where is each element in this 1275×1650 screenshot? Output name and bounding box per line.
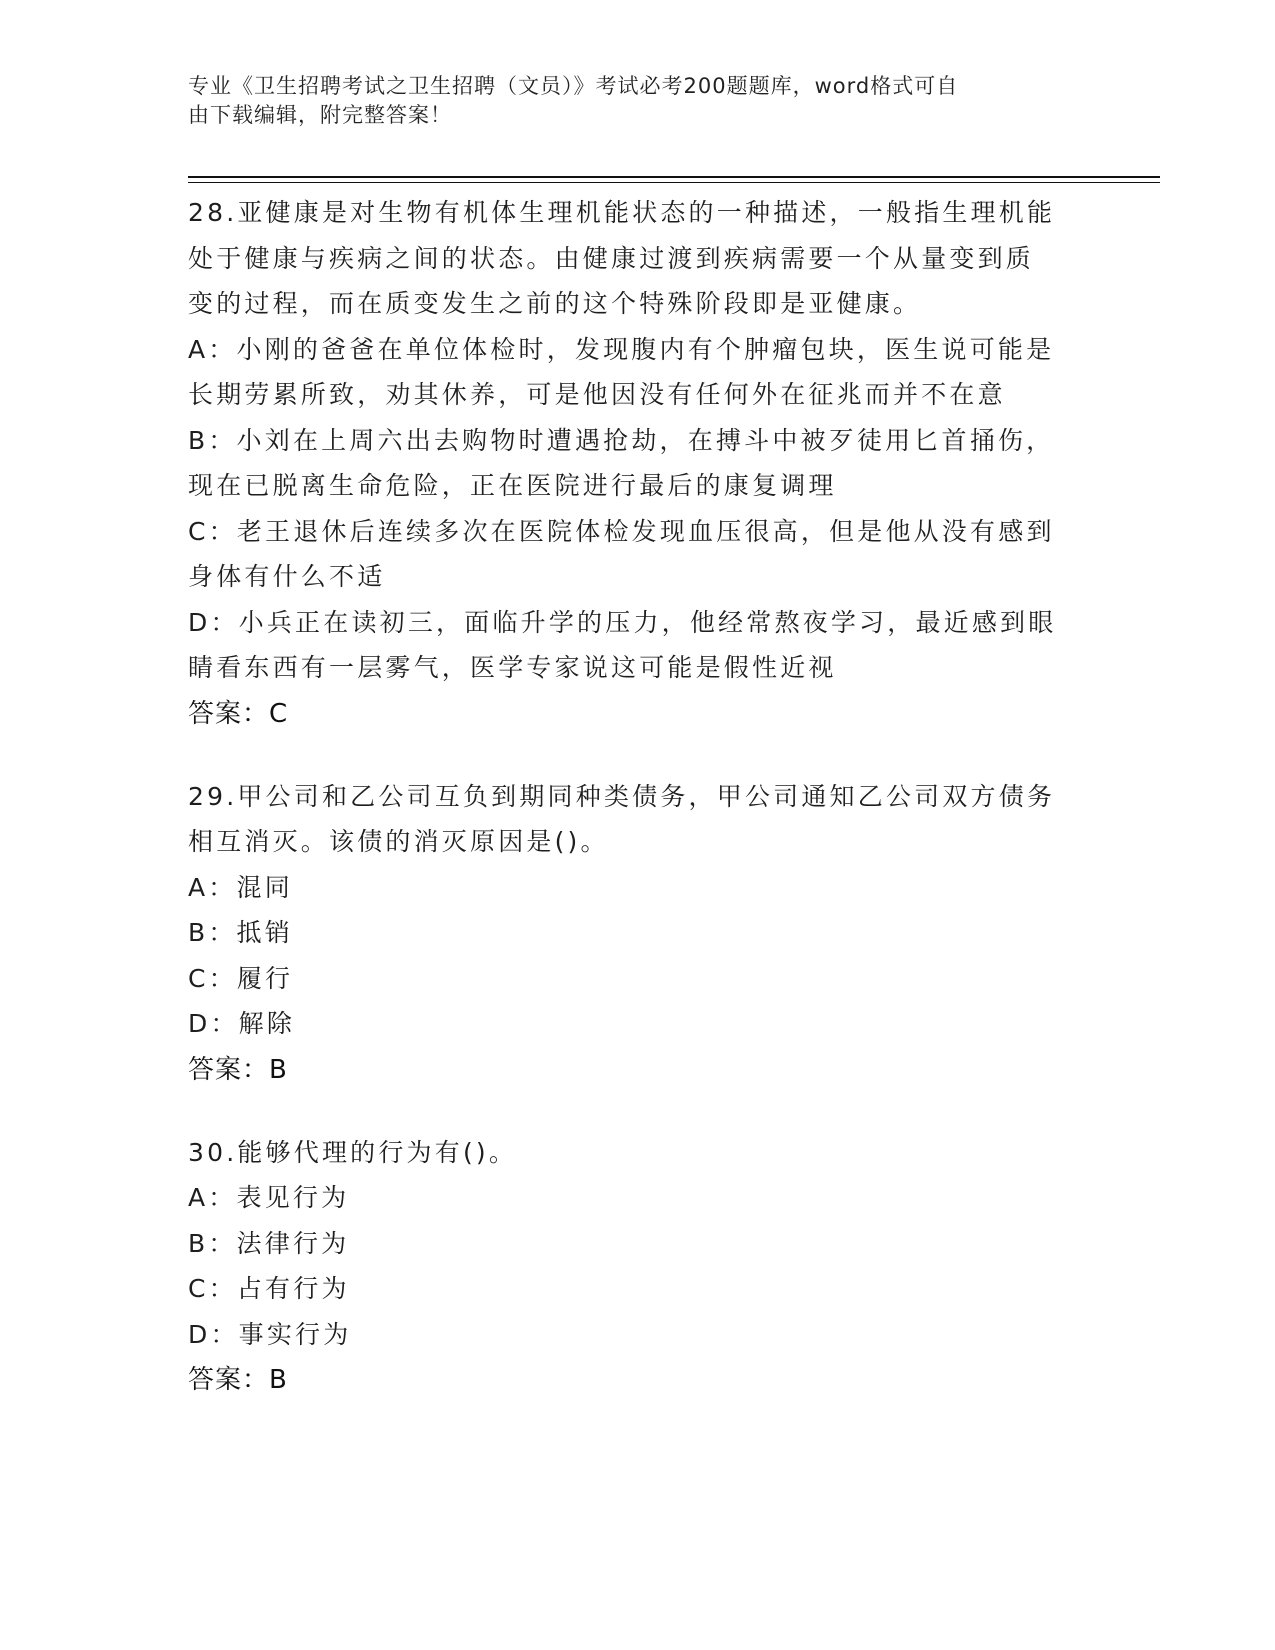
option-a bbox=[188, 327, 1088, 418]
question-list bbox=[188, 190, 1088, 1440]
option-text-line: 长期劳累所致，劝其休养，可是他因没有任何外在征兆而并不在意 bbox=[188, 380, 1006, 409]
option-text-line: D：小兵正在读初三，面临升学的压力，他经常熬夜学习，最近感到眼 bbox=[188, 607, 1057, 637]
question-text-line: 29.甲公司和乙公司互负到期同种类债务，甲公司通知乙公司双方债务 bbox=[188, 781, 1056, 811]
answer-label: 答案：B bbox=[188, 1365, 288, 1395]
option-c: C：履行 bbox=[188, 963, 294, 993]
option-b: B：抵销 bbox=[188, 918, 293, 947]
question-30 bbox=[188, 1130, 1088, 1404]
option-b: B：法律行为 bbox=[188, 1228, 350, 1258]
option-a: A：混同 bbox=[188, 872, 293, 902]
question-28 bbox=[188, 190, 1088, 737]
option-a: A：表见行为 bbox=[188, 1183, 350, 1212]
header-divider-thick bbox=[188, 176, 1160, 178]
header-divider-thin bbox=[188, 182, 1160, 183]
option-text-line: 身体有什么不适 bbox=[188, 562, 386, 591]
question-29 bbox=[188, 774, 1088, 1093]
question-text-line: 28.亚健康是对生物有机体生理机能状态的一种描述，一般指生理机能 bbox=[188, 198, 1056, 227]
question-text-line: 相互消灭。该债的消灭原因是()。 bbox=[188, 827, 609, 856]
question-text-line: 30.能够代理的行为有()。 bbox=[188, 1137, 518, 1167]
answer-label: 答案：B bbox=[188, 1054, 288, 1085]
option-text-line: 睛看东西有一层雾气，医学专家说这可能是假性近视 bbox=[188, 653, 837, 682]
option-b bbox=[188, 418, 1088, 509]
question-text-line: 处于健康与疾病之间的状态。由健康过渡到疾病需要一个从量变到质 bbox=[188, 243, 1035, 273]
question-text-line: 变的过程，而在质变发生之前的这个特殊阶段即是亚健康。 bbox=[188, 289, 922, 318]
option-c: C：占有行为 bbox=[188, 1274, 350, 1303]
answer-label: 答案：C bbox=[188, 698, 289, 729]
option-text-line: 现在已脱离生命危险，正在医院进行最后的康复调理 bbox=[188, 471, 837, 500]
option-text-line: C：老王退休后连续多次在医院体检发现血压很高，但是他从没有感到 bbox=[188, 516, 1055, 546]
header-line-2: 由下载编辑，附完整答案！ bbox=[188, 103, 452, 127]
option-d: D：解除 bbox=[188, 1009, 296, 1038]
option-c bbox=[188, 509, 1088, 600]
header-line-1: 专业《卫生招聘考试之卫生招聘（文员）》考试必考200题题库，word格式可自 bbox=[188, 74, 959, 98]
option-text-line: B：小刘在上周六出去购物时遭遇抢劫，在搏斗中被歹徒用匕首捅伤， bbox=[188, 425, 1055, 455]
option-d: D：事实行为 bbox=[188, 1319, 352, 1349]
option-text-line: A：小刚的爸爸在单位体检时，发现腹内有个肿瘤包块，医生说可能是 bbox=[188, 334, 1055, 364]
document-header bbox=[188, 72, 1088, 130]
option-d bbox=[188, 600, 1088, 691]
